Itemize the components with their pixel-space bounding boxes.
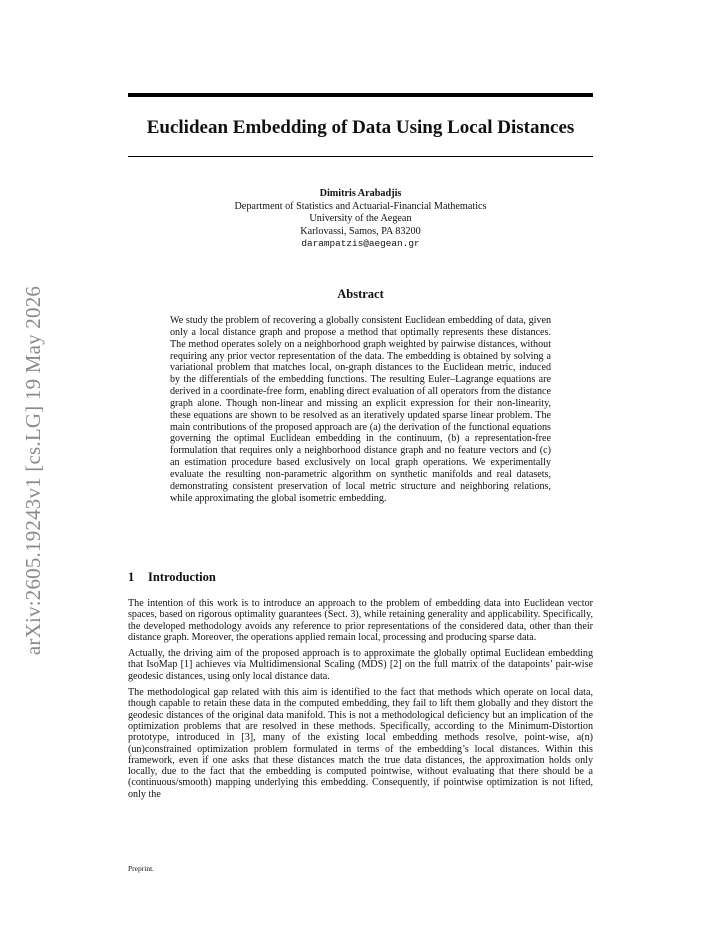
arxiv-sidebar-stamp	[8, 260, 60, 680]
section-number: 1	[128, 570, 135, 584]
author-university: University of the Aegean	[309, 213, 412, 224]
section-title: Introduction	[148, 570, 216, 584]
author-department: Department of Statistics and Actuarial-Financial Mathematics	[234, 200, 487, 212]
author-email: darampatzis@aegean.gr	[301, 238, 420, 249]
title-bottom-rule	[128, 156, 593, 157]
author-address: Karlovassi, Samos, PA 83200	[300, 225, 421, 237]
paragraph: The intention of this work is to introduce an approach to the problem of embedding data into Euclidean vector spaces, based on rigorous optimality guarantees (Sect. 3), while retaining generality and applicability. Specifically, the developed methodology avoids any reference to prior representations of the considered data, other than their distance graph. Moreover, the operations applied remain local, processing and producing sparse data.	[128, 598, 593, 643]
paragraph: Actually, the driving aim of the proposed approach is to approximate the globally optimal Euclidean embedding that IsoMap [1] achieves via Multidimensional Scaling (MDS) [2] on the full matrix of the datapoints’ pair-wise geodesic distances, using only local distance data.	[128, 648, 593, 682]
arxiv-identifier: arXiv:2605.19243v1 [cs.LG] 19 May 2026	[21, 285, 46, 655]
paragraph: The methodological gap related with this aim is identified to the fact that methods which operate on local data, though capable to retain these data in the computed embedding, they fail to lift them globally and they distort the geodesic distances of the original data manifold. This is not a methodological deficiency but an implication of the optimization problems that are resolved in these methods. Specifically, according to the Minimum-Distortion prototype, introduced in [3], many of the existing local embedding methods resolve, point-wise, a(n) (un)constrained optimization problem formulated in terms of the embedding’s local distances. Within this framework, even if one asks that these distances match the true data distances, the approximation holds only locally, due to the fact that the embedding is computed pointwise, without evaluating that there should be a (continuous/smooth) mapping underlying this embedding. Consequently, if pointwise optimization is not lifted, only the	[128, 687, 593, 800]
title-top-rule	[128, 93, 593, 97]
preprint-footer: Preprint.	[128, 864, 155, 873]
paper-title: Euclidean Embedding of Data Using Local Distances	[146, 117, 575, 138]
author-name: Dimitris Arabadjis	[319, 188, 402, 199]
section-heading	[128, 570, 216, 585]
introduction-body	[128, 598, 593, 805]
abstract-text: We study the problem of recovering a globally consistent Euclidean embedding of data, given only a local distance graph and propose a method that optimally represents these distances. The method operates solely on a neighborhood graph weighted by pairwise distances, without requiring any prior vector representation of the data. The embedding is obtained by solving a variational problem that matches local, on-graph distances to the Euclidean metric, induced by the differentials of the embedding functions. The resulting Euler–Lagrange equations are derived in a coordinate-free form, enabling direct evaluation of all operators from the distance graph alone. Though non-linear and missing an explicit expression for their non-linearity, these equations are shown to be resolved as an iteratively updated sparse linear problem. The main contributions of the proposed approach are (a) the derivation of the functional equations governing the optimal Euclidean embedding in the continuum, (b) a representation-free formulation that requires only a neighborhood distance graph and no feature vectors and (c) an estimation procedure based exclusively on local graph operations. We experimentally evaluate the resulting non-parametric algorithm on synthetic manifolds and real datasets, demonstrating consistent preservation of local metric structure and neighboring relations, while approximating the global isometric embedding.	[170, 315, 551, 504]
abstract-heading: Abstract	[337, 287, 384, 301]
author-block	[128, 188, 593, 251]
